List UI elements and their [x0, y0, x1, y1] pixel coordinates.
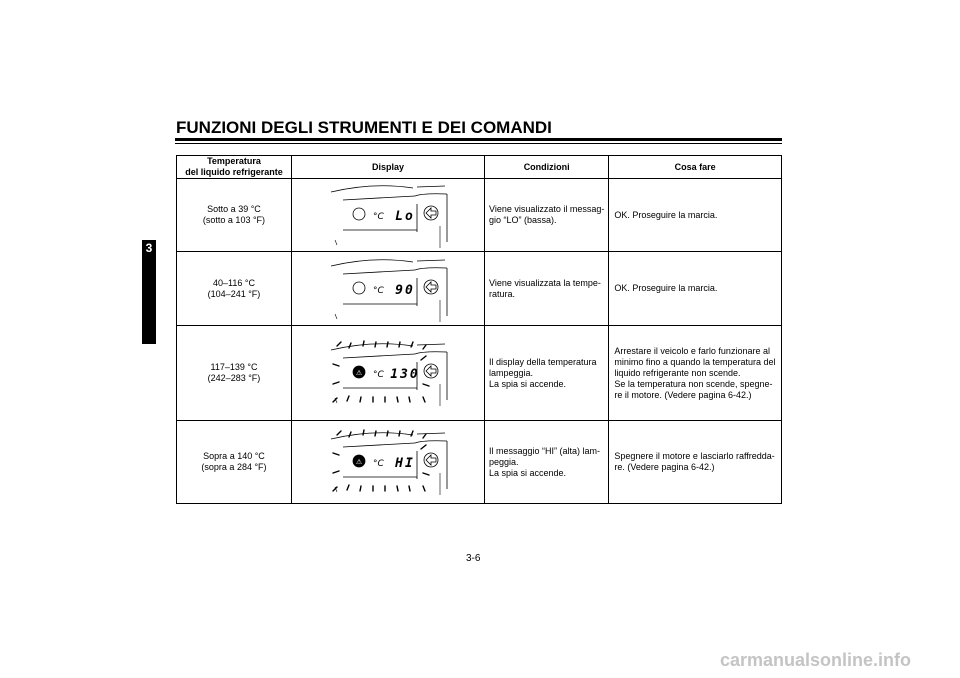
- coolant-warning-light-icon: [353, 208, 365, 220]
- coolant-warning-light-icon: [353, 282, 365, 294]
- svg-text:⚠: ⚠: [355, 458, 363, 466]
- temperature-text: (sotto a 103 °F): [202, 215, 266, 225]
- lcd-illustration: [313, 421, 463, 503]
- watermark: carmanualsonline.info: [720, 650, 912, 670]
- header-action: Cosa fare: [609, 156, 782, 179]
- lcd-value: Lo: [395, 209, 415, 224]
- arrow-button-icon: [426, 366, 436, 376]
- lcd-illustration: [313, 182, 463, 248]
- action-text: minimo fino a quando la temperatura del: [614, 356, 776, 367]
- temperature-cell: [177, 179, 292, 252]
- display-cell: [292, 179, 485, 252]
- temperature-text: (sopra a 284 °F): [201, 462, 267, 472]
- title-rule: [175, 138, 782, 144]
- display-cell: [292, 252, 485, 326]
- conditions-text: Viene visualizzata la tempe-: [489, 277, 601, 288]
- conditions-text: La spia si accende.: [489, 467, 567, 478]
- lcd-illustration: [313, 256, 463, 322]
- page-title: FUNZIONI DEGLI STRUMENTI E DEI COMANDI: [176, 118, 552, 137]
- conditions-text: gio “LO” (bassa).: [489, 215, 557, 225]
- temperature-text: 117–139 °C: [210, 362, 258, 372]
- conditions-cell: [485, 421, 609, 504]
- lcd-illustration: [313, 332, 463, 414]
- page-number: 3-6: [466, 553, 481, 564]
- lcd-value: 130: [390, 367, 420, 382]
- lcd-unit: °C: [373, 370, 384, 380]
- action-cell: [609, 326, 782, 421]
- conditions-text: La spia si accende.: [489, 378, 567, 389]
- chapter-number: 3: [145, 241, 153, 255]
- action-text: OK. Proseguire la marcia.: [614, 283, 718, 293]
- conditions-cell: [485, 326, 609, 421]
- table-row: [177, 252, 782, 326]
- lcd-unit: °C: [373, 212, 384, 222]
- conditions-text: Il display della temperatura: [489, 356, 597, 367]
- action-cell: [609, 421, 782, 504]
- conditions-text: ratura.: [489, 288, 516, 299]
- conditions-text: peggia.: [489, 456, 519, 467]
- conditions-text: Il messaggio “HI” (alta) lam-: [489, 445, 601, 456]
- table-header-row: [177, 156, 782, 179]
- lcd-unit: °C: [373, 285, 384, 296]
- header-temperature: [177, 156, 292, 179]
- conditions-text: lampeggia.: [489, 367, 534, 378]
- temperature-text: 40–116 °C: [213, 277, 255, 288]
- coolant-temperature-table: [176, 155, 782, 504]
- conditions-cell: [485, 179, 609, 252]
- chapter-tab: [142, 240, 156, 344]
- action-text: liquido refrigerante non scende.: [614, 367, 741, 378]
- display-cell: [292, 326, 485, 421]
- action-text: Se la temperatura non scende, spegne-: [614, 378, 773, 389]
- arrow-button-icon: [426, 208, 436, 218]
- temperature-text: Sotto a 39 °C: [207, 204, 261, 214]
- table-row: [177, 326, 782, 421]
- lcd-unit: °C: [373, 459, 384, 469]
- temperature-cell: [177, 252, 292, 326]
- arrow-button-icon: [426, 282, 436, 292]
- table-body: [177, 179, 782, 504]
- header-display: Display: [292, 156, 485, 179]
- svg-text:⚠: ⚠: [355, 369, 363, 377]
- header-temperature-line2: del liquido refrigerante: [185, 167, 283, 177]
- action-text: re il motore. (Vedere pagina 6-42.): [614, 389, 752, 400]
- lcd-value: 90: [395, 282, 415, 298]
- display-cell: [292, 421, 485, 504]
- action-text: OK. Proseguire la marcia.: [614, 209, 718, 220]
- action-text: re. (Vedere pagina 6-42.): [614, 462, 715, 472]
- action-text: Arrestare il veicolo e farlo funzionare al: [614, 345, 770, 356]
- conditions-cell: [485, 252, 609, 326]
- temperature-text: Sopra a 140 °C: [203, 451, 265, 461]
- action-cell: [609, 252, 782, 326]
- conditions-text: Viene visualizzato il messag-: [489, 204, 605, 214]
- temperature-cell: [177, 421, 292, 504]
- action-cell: [609, 179, 782, 252]
- temperature-text: (104–241 °F): [207, 288, 261, 299]
- header-temperature-line1: Temperatura: [207, 156, 261, 166]
- lcd-value: HI: [395, 456, 415, 471]
- arrow-button-icon: [426, 455, 436, 465]
- table-row: [177, 421, 782, 504]
- temperature-text: (242–283 °F): [207, 373, 261, 383]
- table-row: [177, 179, 782, 252]
- temperature-cell: [177, 326, 292, 421]
- action-text: Spegnere il motore e lasciarlo raffredda-: [614, 451, 775, 461]
- header-conditions: Condizioni: [485, 156, 609, 179]
